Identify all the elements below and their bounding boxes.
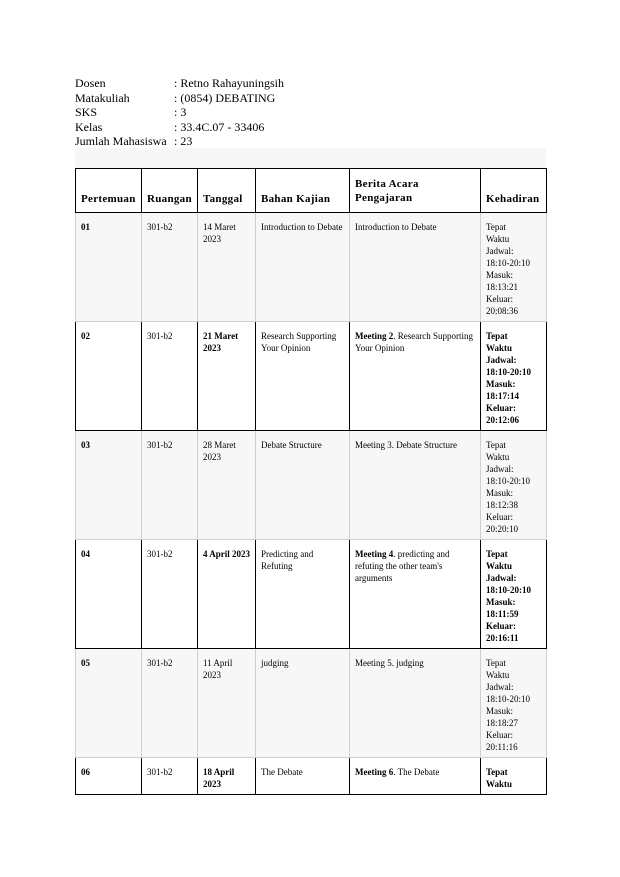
kehadiran-line: 20:20:10: [486, 524, 519, 534]
kehadiran-line: Masuk:: [486, 379, 516, 389]
cell-pertemuan: 06: [76, 758, 142, 795]
table-row: [76, 758, 547, 795]
col-header-tanggal: Tanggal: [198, 169, 256, 213]
kehadiran-line: Tepat: [486, 440, 506, 450]
table-row: [76, 322, 547, 431]
kehadiran-line: Masuk:: [486, 270, 513, 280]
cell-berita-acara: [350, 540, 481, 649]
info-value: : (0854) DEBATING: [174, 91, 275, 106]
cell-berita-acara: [350, 431, 481, 540]
cell-bahan-kajian: Research Supporting Your Opinion: [256, 322, 350, 431]
kehadiran-line: Keluar:: [486, 730, 513, 740]
cell-pertemuan: 01: [76, 213, 142, 322]
cell-ruangan: 301-b2: [142, 431, 198, 540]
kehadiran-line: Waktu: [486, 343, 513, 353]
col-header-kehadiran: Kehadiran: [481, 169, 547, 213]
kehadiran-line: Keluar:: [486, 294, 513, 304]
cell-tanggal: 28 Maret 2023: [198, 431, 256, 540]
cell-berita-acara: [350, 649, 481, 758]
info-value: : Retno Rahayuningsih: [174, 76, 284, 91]
info-label: Dosen: [75, 76, 106, 90]
cell-ruangan: 301-b2: [142, 649, 198, 758]
kehadiran-line: 18:17:14: [486, 391, 519, 401]
course-info: [75, 76, 284, 149]
kehadiran-line: 18:10-20:10: [486, 585, 531, 595]
kehadiran-line: Waktu: [486, 452, 510, 462]
kehadiran-line: Waktu: [486, 234, 510, 244]
cell-bahan-kajian: Debate Structure: [256, 431, 350, 540]
berita-text: . The Debate: [393, 767, 440, 777]
col-header-pertemuan: Pertemuan: [76, 169, 142, 213]
col-header-bahan-kajian: Bahan Kajian: [256, 169, 350, 213]
cell-kehadiran: [481, 758, 547, 795]
info-row-sks: [75, 105, 284, 120]
cell-bahan-kajian: The Debate: [256, 758, 350, 795]
info-label: Matakuliah: [75, 90, 130, 105]
kehadiran-line: 18:18:27: [486, 718, 519, 728]
kehadiran-line: 20:08:36: [486, 306, 519, 316]
berita-text: Meeting 5. judging: [355, 658, 424, 668]
info-label: SKS: [75, 105, 98, 119]
kehadiran-line: 18:10-20:10: [486, 694, 530, 704]
cell-bahan-kajian: Introduction to Debate: [256, 213, 350, 322]
table-row: [76, 540, 547, 649]
kehadiran-line: Jadwal:: [486, 573, 517, 583]
cell-berita-acara: [350, 322, 481, 431]
table-row: [76, 431, 547, 540]
info-label: Jumlah Mahasiswa: [75, 134, 167, 148]
cell-kehadiran: [481, 540, 547, 649]
cell-bahan-kajian: Predicting and Refuting: [256, 540, 350, 649]
kehadiran-line: Waktu: [486, 561, 513, 571]
berita-text: Introduction to Debate: [355, 222, 437, 232]
kehadiran-line: 18:10-20:10: [486, 258, 530, 268]
info-label: Kelas: [75, 119, 103, 134]
kehadiran-line: Jadwal:: [486, 464, 514, 474]
cell-tanggal: 11 April 2023: [198, 649, 256, 758]
cell-kehadiran: [481, 322, 547, 431]
kehadiran-line: Masuk:: [486, 488, 513, 498]
info-value: : 33.4C.07 - 33406: [174, 120, 264, 135]
cell-ruangan: 301-b2: [142, 758, 198, 795]
kehadiran-line: 20:12:06: [486, 415, 519, 425]
kehadiran-line: Waktu: [486, 779, 513, 789]
header-spacer: [75, 148, 546, 168]
cell-pertemuan: 03: [76, 431, 142, 540]
kehadiran-line: 20:16:11: [486, 633, 519, 643]
cell-ruangan: 301-b2: [142, 540, 198, 649]
kehadiran-line: 20:11:16: [486, 742, 518, 752]
cell-bahan-kajian: judging: [256, 649, 350, 758]
cell-tanggal: 21 Maret 2023: [198, 322, 256, 431]
kehadiran-line: Jadwal:: [486, 355, 517, 365]
info-row-kelas: [75, 120, 284, 135]
info-value: : 23: [174, 134, 192, 149]
info-row-matakuliah: [75, 91, 284, 106]
cell-ruangan: 301-b2: [142, 213, 198, 322]
col-header-berita-acara: Berita Acara Pengajaran: [350, 169, 481, 213]
kehadiran-line: 18:10-20:10: [486, 367, 531, 377]
kehadiran-line: Tepat: [486, 549, 508, 559]
cell-kehadiran: [481, 649, 547, 758]
info-row-jumlah-mahasiswa: [75, 134, 284, 149]
kehadiran-line: Jadwal:: [486, 682, 514, 692]
berita-text: . Research Supporting Your Opinion: [355, 331, 473, 353]
cell-berita-acara: [350, 758, 481, 795]
cell-kehadiran: [481, 213, 547, 322]
col-header-ruangan: Ruangan: [142, 169, 198, 213]
berita-text: . predicting and refuting the other team's arguments: [355, 549, 450, 583]
kehadiran-line: Tepat: [486, 767, 508, 777]
cell-tanggal: 14 Maret 2023: [198, 213, 256, 322]
table-row: [76, 213, 547, 322]
meeting-label: Meeting 6: [355, 767, 394, 777]
table-row: [76, 649, 547, 758]
cell-tanggal: 4 April 2023: [198, 540, 256, 649]
attendance-table: [75, 168, 547, 795]
table-header-row: [76, 169, 547, 213]
kehadiran-line: Tepat: [486, 658, 506, 668]
kehadiran-line: Keluar:: [486, 512, 513, 522]
kehadiran-line: Masuk:: [486, 706, 513, 716]
cell-pertemuan: 04: [76, 540, 142, 649]
kehadiran-line: Keluar:: [486, 621, 516, 631]
cell-ruangan: 301-b2: [142, 322, 198, 431]
meeting-label: Meeting 2: [355, 331, 394, 341]
kehadiran-line: 18:11:59: [486, 609, 519, 619]
cell-tanggal: 18 April 2023: [198, 758, 256, 795]
cell-pertemuan: 05: [76, 649, 142, 758]
kehadiran-line: Tepat: [486, 331, 508, 341]
kehadiran-line: Waktu: [486, 670, 510, 680]
kehadiran-line: Masuk:: [486, 597, 516, 607]
kehadiran-line: 18:13:21: [486, 282, 519, 292]
kehadiran-line: 18:12:38: [486, 500, 519, 510]
info-row-dosen: [75, 76, 284, 91]
meeting-label: Meeting 4: [355, 549, 394, 559]
info-value: : 3: [174, 105, 186, 120]
kehadiran-line: 18:10-20:10: [486, 476, 530, 486]
berita-text: Meeting 3. Debate Structure: [355, 440, 457, 450]
cell-berita-acara: [350, 213, 481, 322]
cell-pertemuan: 02: [76, 322, 142, 431]
kehadiran-line: Jadwal:: [486, 246, 514, 256]
kehadiran-line: Tepat: [486, 222, 506, 232]
kehadiran-line: Keluar:: [486, 403, 516, 413]
cell-kehadiran: [481, 431, 547, 540]
